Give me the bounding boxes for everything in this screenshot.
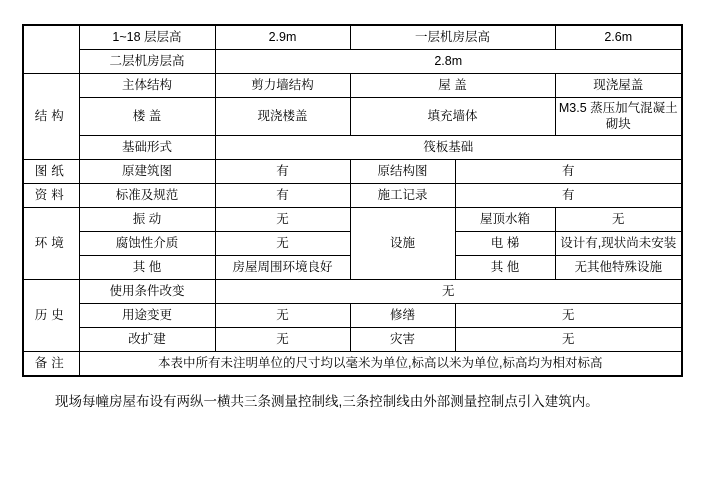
- cell-disaster-label: 灾害: [350, 328, 455, 352]
- cell-elevator-label: 电 梯: [455, 232, 555, 256]
- row-label-remark: 备注: [23, 352, 79, 376]
- cell-repair-value: 无: [455, 304, 682, 328]
- body-paragraph: 现场每幢房屋布设有两纵一横共三条测量控制线,三条控制线由外部测量控制点引入建筑内。: [55, 393, 599, 409]
- row-label-material: 资料: [23, 184, 79, 208]
- cell-elevator-value: 设计有,现状尚未安装: [555, 232, 682, 256]
- cell-roof-tank-value: 无: [555, 208, 682, 232]
- row-label-history: 历史: [23, 280, 79, 352]
- cell-corrosive-value: 无: [215, 232, 350, 256]
- cell-roof-tank-label: 屋顶水箱: [455, 208, 555, 232]
- cell-vibration-label: 振 动: [79, 208, 215, 232]
- cell-facility-other-label: 其 他: [455, 256, 555, 280]
- cell-machine-room-1-value: 2.6m: [555, 25, 682, 49]
- table-row: [23, 184, 682, 208]
- table-row: [23, 136, 682, 160]
- row-label-environment: 环境: [23, 208, 79, 280]
- cell-env-other-value: 房屋周围环境良好: [215, 256, 350, 280]
- cell-floor-height-label: 1~18 层层高: [79, 25, 215, 49]
- cell-orig-arch-drawing-label: 原建筑图: [79, 160, 215, 184]
- cell-foundation-value: 筏板基础: [215, 136, 682, 160]
- cell-roof-value: 现浇屋盖: [555, 73, 682, 97]
- cell-env-other-label: 其 他: [79, 256, 215, 280]
- cell-infill-wall-value: [555, 97, 682, 136]
- cell-facility-label: 设施: [350, 208, 455, 280]
- table-row: [23, 352, 682, 376]
- cell-floor-slab-label: 楼 盖: [79, 97, 215, 136]
- cell-machine-room-1-label: 一层机房层高: [350, 25, 555, 49]
- cell-usage-change-value: 无: [215, 280, 682, 304]
- building-spec-table: [22, 24, 683, 377]
- table-row: [23, 25, 682, 49]
- cell-machine-room-2-value: 2.8m: [215, 49, 682, 73]
- cell-floor-height-value: 2.9m: [215, 25, 350, 49]
- cell-disaster-value: 无: [455, 328, 682, 352]
- cell-orig-arch-drawing-value: 有: [215, 160, 350, 184]
- cell-corrosive-label: 腐蚀性介质: [79, 232, 215, 256]
- cell-purpose-change-value: 无: [215, 304, 350, 328]
- cell-remark-text: 本表中所有未注明单位的尺寸均以毫米为单位,标高以米为单位,标高均为相对标高: [79, 352, 682, 376]
- table-row: [23, 49, 682, 73]
- row-label-structure: 结构: [23, 73, 79, 160]
- cell-purpose-change-label: 用途变更: [79, 304, 215, 328]
- cell-orig-struct-drawing-value: 有: [455, 160, 682, 184]
- cell-infill-wall-label: 填充墙体: [350, 97, 555, 136]
- cell-facility-other-value: 无其他特殊设施: [555, 256, 682, 280]
- table-row: [23, 304, 682, 328]
- cell-main-structure-value: 剪力墙结构: [215, 73, 350, 97]
- table-row: [23, 73, 682, 97]
- row-label-drawing: 图纸: [23, 160, 79, 184]
- cell-vibration-value: 无: [215, 208, 350, 232]
- infill-wall-line-2: 砌块: [605, 117, 631, 132]
- empty-corner-cell: [23, 25, 79, 73]
- cell-standards-value: 有: [215, 184, 350, 208]
- cell-machine-room-2-label: 二层机房层高: [79, 49, 215, 73]
- cell-floor-slab-value: 现浇楼盖: [215, 97, 350, 136]
- table-row: [23, 280, 682, 304]
- cell-roof-label: 屋 盖: [350, 73, 555, 97]
- cell-usage-change-label: 使用条件改变: [79, 280, 215, 304]
- cell-standards-label: 标准及规范: [79, 184, 215, 208]
- cell-repair-label: 修缮: [350, 304, 455, 328]
- table-row: [23, 328, 682, 352]
- cell-construction-record-value: 有: [455, 184, 682, 208]
- cell-construction-record-label: 施工记录: [350, 184, 455, 208]
- table-row: [23, 208, 682, 232]
- cell-foundation-label: 基础形式: [79, 136, 215, 160]
- cell-expansion-label: 改扩建: [79, 328, 215, 352]
- table-row: [23, 97, 682, 136]
- cell-orig-struct-drawing-label: 原结构图: [350, 160, 455, 184]
- cell-expansion-value: 无: [215, 328, 350, 352]
- table-row: [23, 160, 682, 184]
- cell-main-structure-label: 主体结构: [79, 73, 215, 97]
- infill-wall-line-1: M3.5 蒸压加气混凝土: [558, 100, 678, 115]
